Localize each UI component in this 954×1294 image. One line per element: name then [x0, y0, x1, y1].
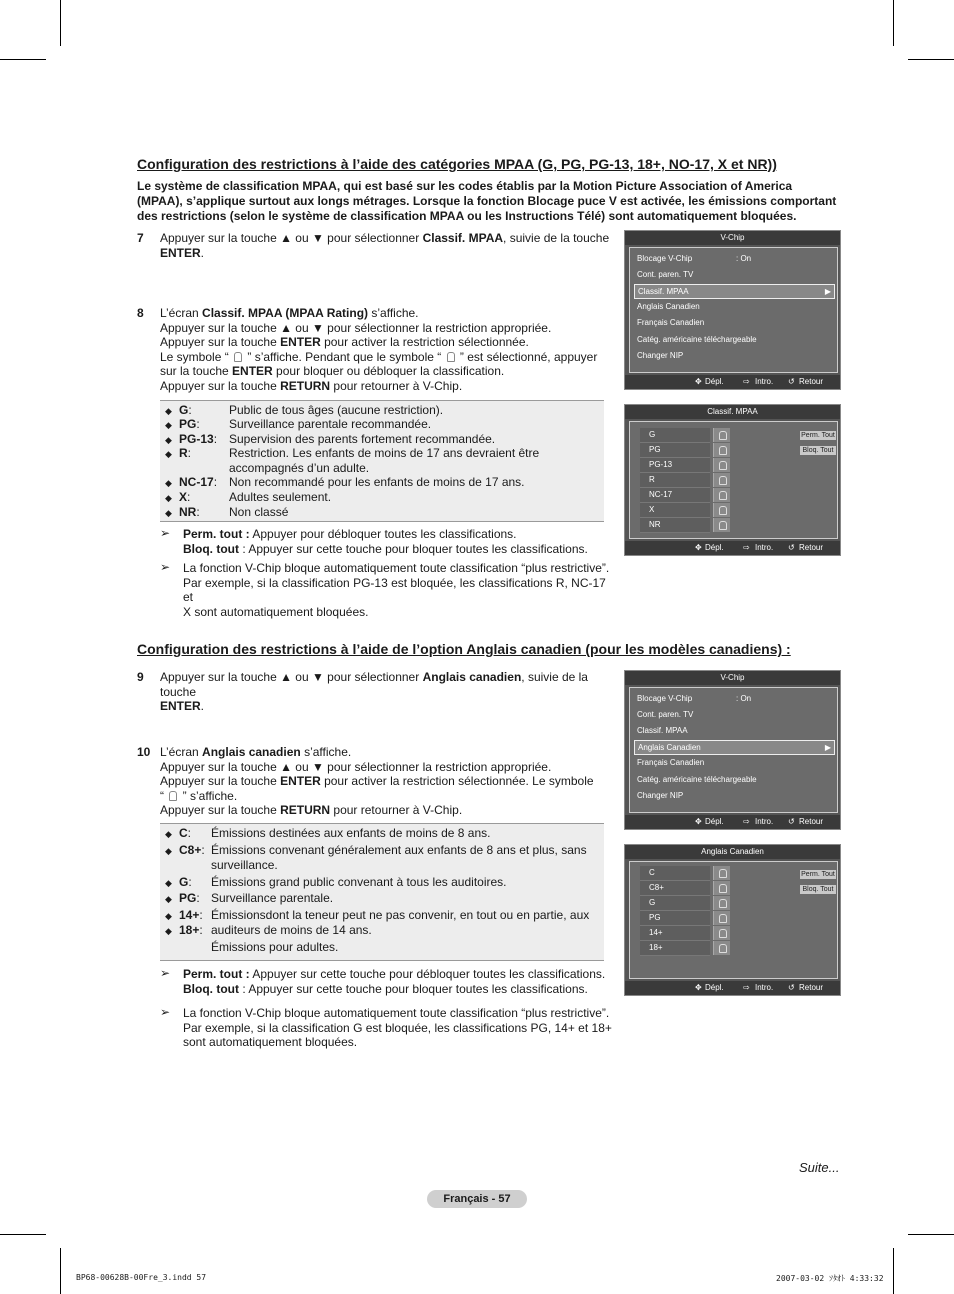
osd-canadien-screen — [624, 844, 841, 996]
return-icon: ↺ — [788, 543, 795, 552]
canadien-ratings-table: ◆ C: Émissions destinées aux enfants de moins de 8 ans. ◆ C8+: Émissions convenant généralement aux enfants de 8 ans et plus, sans surveillance. ◆ G: Émissions grand public convenant à tous les auditoires. ◆ PG: Surveillance parentale. ◆ 14+: Émissionsdont la teneur peut ne pas convenir, en tout ou en partie, aux ◆ 18+: auditeurs de moins de 14 ans. Émissions pour adultes. — [160, 823, 604, 961]
osd-vchip-menu — [624, 670, 841, 830]
menu-item-classif-mpaa[interactable]: Classif. MPAA — [637, 726, 688, 735]
lock-icon — [713, 926, 730, 940]
perm-tout-button[interactable]: Perm. Tout — [801, 871, 835, 878]
lock-icon — [713, 518, 730, 532]
menu-item-categ[interactable]: Catég. américaine téléchargeable — [637, 335, 757, 344]
menu-item-cont-paren[interactable]: Cont. paren. TV — [637, 270, 694, 279]
mpaa-ratings-table: ◆ G: Public de tous âges (aucune restriction). ◆ PG: Surveillance parentale recommandée. ◆ PG-13: Supervision des parents fortement recommandée. ◆ R: Restriction. Les enfants de moins de 17 ans devraient être accompagnés d’un adulte. ◆ NC-17: Non recommandé pour les enfants de moins de 17 ans. ◆ X: Adultes seulement. ◆ NR: Non classé — [160, 400, 604, 522]
crop-mark — [908, 1234, 954, 1235]
menu-item-cont-paren[interactable]: Cont. paren. TV — [637, 710, 694, 719]
slug-left: BP68-00628B-00Fre_3.indd 57 — [76, 1273, 207, 1282]
lock-icon — [447, 352, 455, 362]
crop-mark — [893, 1248, 894, 1294]
arrow-icon: ➢ — [160, 526, 171, 540]
intro-paragraph: Le système de classification MPAA, qui est basé sur les codes établis par la Motion Picture Association of America (MPAA), s’applique surtout aux longs métrages. Lorsque la fonction Blocage puce V est activée, les émissions comportant des restrictions (selon le système de classification MPAA ou les Instructions Télé) sont automatiquement bloquées. — [137, 179, 837, 223]
step-text: L’écran Classif. MPAA (MPAA Rating) s’affiche. Appuyer sur la touche ▲ ou ▼ pour sélectionner la restriction appropriée. Appuyer sur la touche ENTER pour activer la restriction sélectionnée. Le symbole “ ” s’affiche. Pendant que le symbole “ ” est sélectionné, appuyer sur la touche ENTER pour bloquer ou débloquer la classification. Appuyer sur la touche RETURN pour retourner à V-Chip. — [160, 306, 598, 393]
osd-footer: ✥ Dépl. ⇨ Intro. ↺ Retour — [625, 541, 840, 555]
lock-icon — [713, 503, 730, 517]
move-arrows-icon: ✥ — [695, 543, 702, 552]
menu-item-anglais[interactable]: Anglais Canadien ▶ — [634, 740, 835, 755]
menu-item-blocage[interactable]: Blocage V-Chip : On — [637, 254, 752, 263]
return-icon: ↺ — [788, 817, 795, 826]
lock-icon — [713, 428, 730, 442]
enter-icon: ⇨ — [743, 817, 750, 826]
lock-icon — [169, 791, 177, 801]
rating-row[interactable]: C — [640, 866, 710, 881]
step-number: 8 — [137, 306, 144, 320]
bloq-tout-button[interactable]: Bloq. Tout — [800, 885, 836, 894]
return-icon: ↺ — [788, 377, 795, 386]
suite-label: Suite... — [799, 1160, 840, 1175]
step-number: 10 — [137, 745, 151, 759]
menu-item-categ[interactable]: Catég. américaine téléchargeable — [637, 775, 757, 784]
osd-footer: ✥ Dépl. ⇨ Intro. ↺ Retour — [625, 981, 840, 995]
menu-item-francais[interactable]: Français Canadien — [637, 758, 705, 767]
menu-item-blocage[interactable]: Blocage V-Chip : On — [637, 694, 752, 703]
osd-title: Classif. MPAA — [625, 405, 840, 419]
step-number: 7 — [137, 231, 144, 245]
crop-mark — [893, 0, 894, 46]
rating-row[interactable]: G — [640, 428, 710, 443]
lock-icon — [713, 866, 730, 880]
arrow-right-icon: ▶ — [824, 743, 831, 752]
arrow-icon: ➢ — [160, 966, 171, 980]
rating-row[interactable]: 18+ — [640, 941, 710, 956]
rating-row[interactable]: PG — [640, 911, 710, 926]
step-text: L’écran Anglais canadien s’affiche. Appuyer sur la touche ▲ ou ▼ pour sélectionner la restriction appropriée. Appuyer sur la touche ENTER pour activer la restriction sélectionnée. Le symbole “ ” s’affiche. Appuyer sur la touche RETURN pour retourner à V-Chip. — [160, 745, 594, 818]
bloq-tout-button[interactable]: Bloq. Tout — [800, 446, 836, 455]
menu-item-nip[interactable]: Changer NIP — [637, 351, 684, 360]
crop-mark — [908, 59, 954, 60]
arrow-icon: ➢ — [160, 560, 171, 574]
step-number: 9 — [137, 670, 144, 684]
crop-mark — [60, 0, 61, 46]
crop-mark — [0, 59, 46, 60]
section-title-canadien: Configuration des restrictions à l’aide de l’option Anglais canadien (pour les modèles canadiens) : — [137, 641, 791, 657]
perm-tout-button[interactable]: Perm. Tout — [801, 432, 835, 439]
step-text: Appuyer sur la touche ▲ ou ▼ pour sélectionner Classif. MPAA, suivie de la touche ENTER. — [160, 231, 610, 260]
lock-icon — [713, 458, 730, 472]
osd-footer: ✥ Dépl. ⇨ Intro. ↺ Retour — [625, 815, 840, 829]
move-arrows-icon: ✥ — [695, 377, 702, 386]
rating-row[interactable]: R — [640, 473, 710, 488]
move-arrows-icon: ✥ — [695, 983, 702, 992]
lock-icon — [713, 443, 730, 457]
rating-row[interactable]: G — [640, 896, 710, 911]
lock-icon — [713, 896, 730, 910]
osd-vchip-menu — [624, 230, 841, 390]
rating-row[interactable]: C8+ — [640, 881, 710, 896]
crop-mark — [0, 1234, 46, 1235]
enter-icon: ⇨ — [743, 543, 750, 552]
osd-footer: ✥ Dépl. ⇨ Intro. ↺ Retour — [625, 375, 840, 389]
osd-title: Anglais Canadien — [625, 845, 840, 859]
step-text: Appuyer sur la touche ▲ ou ▼ pour sélectionner Anglais canadien, suivie de la touche ENTER. — [160, 670, 588, 714]
rating-row[interactable]: PG-13 — [640, 458, 710, 473]
osd-title: V-Chip — [625, 671, 840, 685]
arrow-icon: ➢ — [160, 1005, 171, 1019]
rating-row[interactable]: X — [640, 503, 710, 518]
rating-row[interactable]: 14+ — [640, 926, 710, 941]
page-number: Français - 57 — [427, 1190, 527, 1208]
rating-row[interactable]: NC-17 — [640, 488, 710, 503]
osd-title: V-Chip — [625, 231, 840, 245]
lock-icon — [713, 911, 730, 925]
lock-icon — [713, 488, 730, 502]
arrow-right-icon: ▶ — [824, 287, 831, 296]
enter-icon: ⇨ — [743, 377, 750, 386]
lock-icon — [234, 352, 242, 362]
enter-icon: ⇨ — [743, 983, 750, 992]
section-title-mpaa: Configuration des restrictions à l’aide des catégories MPAA (G, PG, PG-13, 18+, NO-17, X et NR)) — [137, 156, 777, 172]
return-icon: ↺ — [788, 983, 795, 992]
menu-item-classif-mpaa[interactable]: Classif. MPAA ▶ — [634, 284, 835, 299]
menu-item-anglais[interactable]: Anglais Canadien — [637, 302, 700, 311]
slug-right: 2007-03-02 ｿﾀｵﾄ 4:33:32 — [776, 1274, 884, 1283]
menu-item-nip[interactable]: Changer NIP — [637, 791, 684, 800]
rating-row[interactable]: NR — [640, 518, 710, 533]
lock-icon — [713, 473, 730, 487]
lock-icon — [713, 941, 730, 955]
lock-icon — [713, 881, 730, 895]
osd-mpaa-screen — [624, 404, 841, 556]
move-arrows-icon: ✥ — [695, 817, 702, 826]
menu-item-francais[interactable]: Français Canadien — [637, 318, 705, 327]
rating-row[interactable]: PG — [640, 443, 710, 458]
crop-mark — [60, 1248, 61, 1294]
